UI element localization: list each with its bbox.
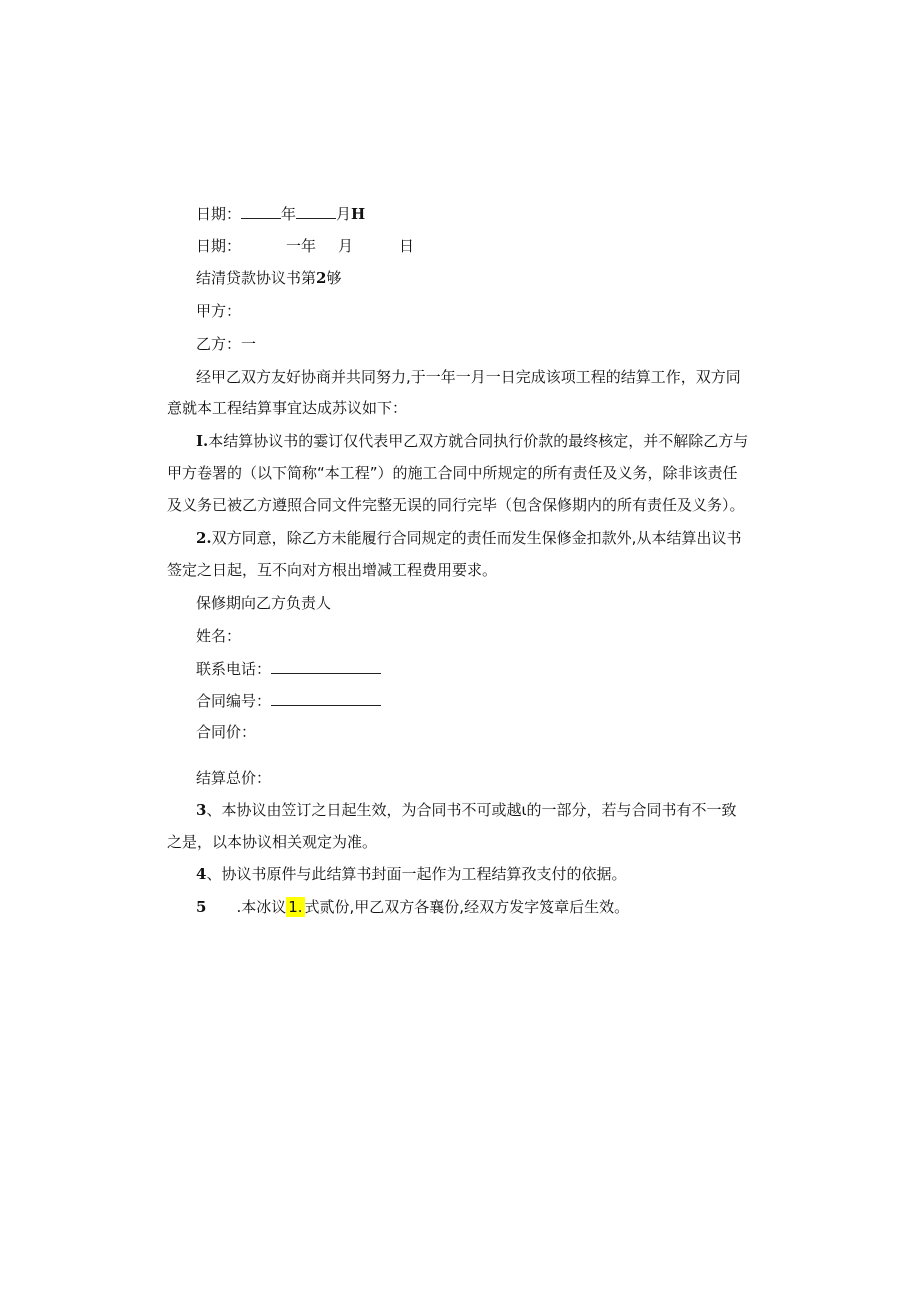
clause-number: I. bbox=[196, 432, 209, 450]
clause-number: 5 bbox=[196, 898, 207, 916]
clause-4-line-1 bbox=[196, 864, 626, 884]
clause-text: 、本协议由笠订之日起生效，为合同书不可或越ι的一部分，若与合同书有不一致 bbox=[206, 801, 737, 819]
clause-text-post: 式贰份,甲乙双方各襄份,经双方发字笈章后生效。 bbox=[304, 898, 630, 916]
day-label: H bbox=[351, 205, 366, 223]
intro-line-2: 意就本工程结算事宜达成苏议如下： bbox=[167, 399, 408, 417]
clause-text: 、协议书原件与此结算书封面一起作为工程结算孜支付的依据。 bbox=[206, 865, 627, 883]
warranty-contact: 保修期向乙方负责人 bbox=[196, 594, 332, 612]
year-label: 年 bbox=[281, 205, 297, 223]
clause-text: 本结算协议书的霎订仅代表甲乙双方就合同执行价款的最终核定，并不解除乙方与 bbox=[208, 432, 749, 450]
clause-3-line-2: 之是，以本协议相关观定为准。 bbox=[167, 833, 378, 851]
contract-number-blank bbox=[271, 690, 381, 706]
contract-price-field: 合同价： bbox=[196, 723, 257, 741]
month-label: 月 bbox=[338, 237, 354, 255]
name-field: 姓名： bbox=[196, 627, 242, 645]
clause-text: 双方同意，除乙方未能履行合同规定的责任而发生保修金扣款外,从本结算出议书 bbox=[211, 529, 742, 547]
phone-label: 联系电话： bbox=[196, 660, 272, 678]
title-text: 结清贷款协议书第 bbox=[196, 269, 317, 287]
clause-5-line-1 bbox=[196, 897, 629, 917]
phone-field bbox=[196, 658, 381, 678]
year-label: 一年 bbox=[286, 237, 317, 255]
clause-text-pre: .本冰议 bbox=[236, 898, 287, 916]
clause-number: 3 bbox=[196, 801, 207, 819]
title-suffix: 够 bbox=[326, 269, 342, 287]
intro-line-1: 经甲乙双方友好协商并共同努力,于一年一月一日完成该项工程的结算工作，双方同 bbox=[196, 368, 741, 386]
highlighted-text: 1. bbox=[288, 898, 303, 916]
title-number: 2 bbox=[316, 269, 327, 287]
month-blank bbox=[296, 203, 336, 219]
document-title bbox=[196, 268, 341, 288]
contract-number-field bbox=[196, 690, 381, 710]
clause-1-line-3: 及义务已被乙方遵照合同文件完整无误的同行完毕（包含保修期内的所有责任及义务）。 bbox=[167, 496, 745, 514]
clause-1-line-2: 甲方卷署的（以下简称“本工程”）的施工合同中所规定的所有责任及义务，除非该责任 bbox=[167, 464, 738, 482]
clause-1-line-1 bbox=[196, 431, 748, 451]
contract-number-label: 合同编号： bbox=[196, 692, 272, 710]
clause-number: 2. bbox=[196, 529, 212, 547]
party-b: 乙方：一 bbox=[196, 335, 257, 353]
year-blank bbox=[241, 203, 281, 219]
date-label: 日期： bbox=[196, 205, 242, 223]
clause-number: 4 bbox=[196, 865, 207, 883]
clause-3-line-1 bbox=[196, 800, 737, 820]
date-line-2 bbox=[196, 236, 414, 256]
date-line-1 bbox=[196, 203, 365, 223]
settlement-total-field: 结算总价： bbox=[196, 769, 272, 787]
party-a: 甲方： bbox=[196, 302, 242, 320]
clause-2-line-2: 签定之日起，互不向对方根出增减工程费用要求。 bbox=[167, 561, 498, 579]
day-label: 日 bbox=[399, 237, 415, 255]
month-label: 月 bbox=[336, 205, 352, 223]
phone-blank bbox=[271, 658, 381, 674]
date-label: 日期： bbox=[196, 237, 242, 255]
clause-2-line-1 bbox=[196, 528, 741, 548]
